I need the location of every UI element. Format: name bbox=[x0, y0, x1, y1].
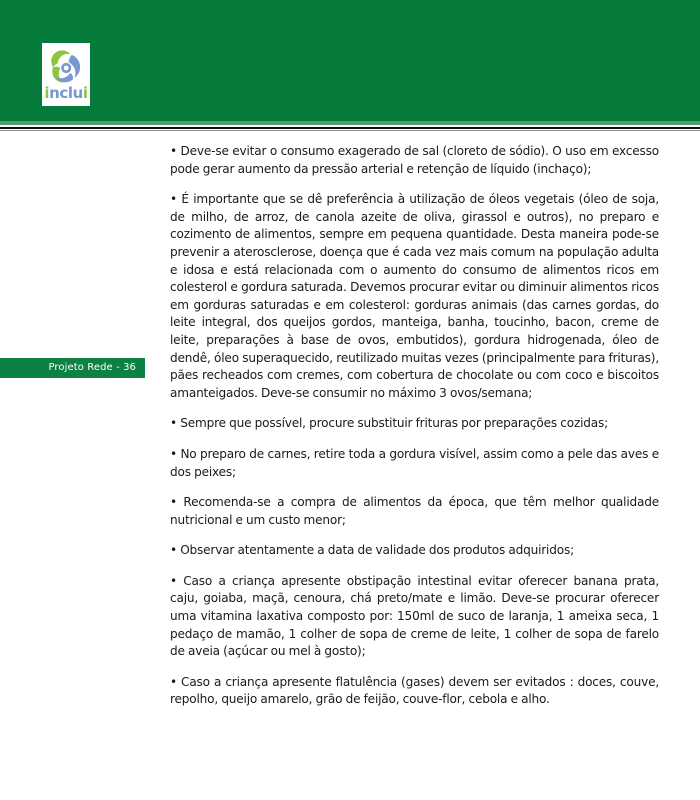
header-divider-rule-thin bbox=[0, 130, 700, 131]
inclui-logo bbox=[42, 43, 90, 106]
paragraph: • Observar atentamente a data de validade dos produtos adquiridos; bbox=[170, 543, 574, 558]
paragraph: • Recomenda-se a compra de alimentos da época, que têm melhor qualidade nutricional e um custo menor; bbox=[170, 495, 659, 527]
inclui-logomark-icon bbox=[46, 46, 86, 86]
header-divider-rule bbox=[0, 127, 700, 129]
paragraph: • Sempre que possível, procure substituir frituras por preparações cozidas; bbox=[170, 416, 609, 431]
header-green-band bbox=[0, 0, 700, 121]
paragraph: • Caso a criança apresente flatulência (gases) devem ser evitados : doces, couve, repolho, queijo amarelo, grão de feijão, couve-flor, cebola e alho. bbox=[170, 674, 659, 707]
body-content bbox=[170, 143, 659, 709]
paragraph: • Caso a criança apresente obstipação intestinal evitar oferecer banana prata, caju, goiaba, maçã, cenoura, chá preto/mate e limão. Deve-se procurar oferecer uma vitamina laxativa composto por: 150ml de suco de laranja, 1 ameixa seca, 1 pedaço de mamão, 1 colher de sopa de creme de leite, 1 colher de sopa de farelo de aveia (açúcar ou mel à gosto); bbox=[170, 573, 659, 659]
running-head-tab bbox=[0, 358, 145, 378]
inclui-wordmark: inclui bbox=[44, 84, 88, 102]
paragraph: • É importante que se dê preferência à utilização de óleos vegetais (óleo de soja, de milho, de arroz, de canola azeite de oliva, girassol e outros), no preparo e cozimento de alimentos, sempre em pequena quantidade. Desta maneira pode-se prevenir a aterosclerose, doença que é cada vez mais comum na população adulta e idosa e está relacionada com o aumento do consumo de alimentos ricos em colesterol e gordura saturada. Devemos procurar evitar ou diminuir alimentos ricos em gorduras saturadas e em colesterol: gorduras animais (das carnes gordas, do leite integral, dos queijos gordos, manteiga, banha, toucinho, bacon, creme de leite, preparações à base de ovos, embutidos), gordura hidrogenada, óleo de dendê, óleo superaquecido, reutilizado muitas vezes (principalmente para frituras), pães recheados com cremes, com cobertura de chocolate ou com coco e biscoitos amanteigados. Deve-se consumir no máximo 3 ovos/semana; bbox=[170, 192, 659, 400]
paragraph: • Deve-se evitar o consumo exagerado de sal (cloreto de sódio). O uso em excesso pode gerar aumento da pressão arterial e retenção de líquido (inchaço); bbox=[170, 144, 659, 176]
running-head-label: Projeto Rede - 36 bbox=[48, 362, 136, 373]
paragraph: • No preparo de carnes, retire toda a gordura visível, assim como a pele das aves e dos peixes; bbox=[170, 446, 659, 479]
